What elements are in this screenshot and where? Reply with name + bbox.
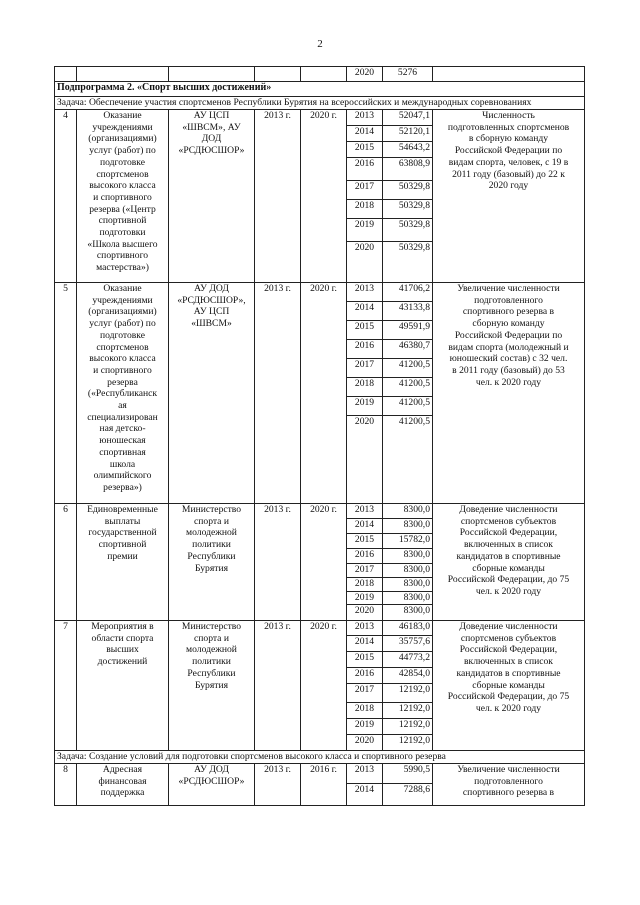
year-cell: 2019 [347, 592, 383, 605]
expected-result: Численность подготовленных спортсменов в сборную команду Российской Федерации по видам спорта, человек, с 19 в 2011 году (базовый) до 22 к 2020 году [433, 110, 585, 283]
year-cell: 2014 [347, 519, 383, 534]
year-cell: 2018 [347, 703, 383, 719]
measure-name: Адресная финансовая поддержка [77, 764, 169, 806]
year-cell: 2019 [347, 219, 383, 242]
task-row-2 [55, 751, 585, 764]
end-year: 2020 г. [301, 504, 347, 621]
value-cell: 63808,9 [383, 158, 433, 181]
end-year: 2020 г. [301, 621, 347, 751]
subprogram-row [55, 82, 585, 97]
value-cell: 5990,5 [383, 764, 433, 784]
value-cell: 8300,0 [383, 564, 433, 578]
value-cell: 41200,5 [383, 416, 433, 504]
start-year: 2013 г. [255, 504, 301, 621]
value-cell: 52120,1 [383, 126, 433, 142]
value-cell: 12192,0 [383, 684, 433, 703]
year-cell: 2014 [347, 784, 383, 806]
value-cell: 8300,0 [383, 504, 433, 519]
executor: АУ ЦСП «ШВСМ», АУ ДОД «РСДЮСШОР» [169, 110, 255, 283]
task-2: Задача: Создание условий для подготовки спортсменов высокого класса и спортивного резерва [55, 751, 585, 764]
measure-name: Оказание учреждениями (организациями) услуг (работ) по подготовке спортсменов высокого класса и спортивного резерва («Центр спортивной подготовки «Школа высшего спортивного мастерства») [77, 110, 169, 283]
table-row [55, 283, 585, 302]
value-cell: 41706,2 [383, 283, 433, 302]
start-year: 2013 г. [255, 621, 301, 751]
value-cell: 50329,8 [383, 181, 433, 200]
table-row [55, 110, 585, 126]
row-number: 7 [55, 621, 77, 751]
year-cell: 2020 [347, 605, 383, 621]
executor: Министерство спорта и молодежной политики Республики Бурятия [169, 504, 255, 621]
value-cell: 46183,0 [383, 621, 433, 636]
year-cell: 2017 [347, 181, 383, 200]
value-cell: 41200,5 [383, 397, 433, 416]
value-cell: 12192,0 [383, 719, 433, 735]
row-number: 5 [55, 283, 77, 504]
expected-result: Увеличение численности подготовленного спортивного резерва в [433, 764, 585, 806]
year-cell: 2014 [347, 126, 383, 142]
year-cell: 2017 [347, 359, 383, 378]
value-cell: 52047,1 [383, 110, 433, 126]
year-cell: 2013 [347, 110, 383, 126]
start-year: 2013 г. [255, 764, 301, 806]
value-cell: 43133,8 [383, 302, 433, 321]
value-cell: 5276 [383, 67, 433, 82]
value-cell: 42854,0 [383, 668, 433, 684]
value-cell: 50329,8 [383, 242, 433, 283]
year-cell: 2020 [347, 416, 383, 504]
year-cell: 2013 [347, 621, 383, 636]
measure-name: Мероприятия в области спорта высших достижений [77, 621, 169, 751]
value-cell: 46380,7 [383, 340, 433, 359]
year-cell: 2018 [347, 200, 383, 219]
executor: АУ ДОД «РСДЮСШОР», АУ ЦСП «ШВСМ» [169, 283, 255, 504]
task-1: Задача: Обеспечение участия спортсменов Республики Бурятия на всероссийских и международных соревнованиях [55, 97, 585, 110]
value-cell: 8300,0 [383, 605, 433, 621]
expected-result: Доведение численности спортсменов субъектов Российской Федерации, включенных в список кандидатов в спортивные сборные команды Российской Федерации, до 75 чел. к 2020 году [433, 621, 585, 751]
year-cell: 2018 [347, 578, 383, 592]
row-number: 4 [55, 110, 77, 283]
year-cell: 2017 [347, 684, 383, 703]
value-cell: 8300,0 [383, 519, 433, 534]
end-year: 2016 г. [301, 764, 347, 806]
row-number: 8 [55, 764, 77, 806]
value-cell: 50329,8 [383, 200, 433, 219]
year-cell: 2017 [347, 564, 383, 578]
value-cell: 50329,8 [383, 219, 433, 242]
year-cell: 2019 [347, 719, 383, 735]
value-cell: 41200,5 [383, 378, 433, 397]
year-cell: 2013 [347, 504, 383, 519]
program-table [54, 66, 585, 806]
year-cell: 2016 [347, 668, 383, 684]
start-year: 2013 г. [255, 283, 301, 504]
year-cell: 2018 [347, 378, 383, 397]
table-row [55, 504, 585, 519]
year-cell: 2014 [347, 302, 383, 321]
page-number: 2 [317, 38, 323, 50]
value-cell: 12192,0 [383, 703, 433, 719]
value-cell: 49591,9 [383, 321, 433, 340]
value-cell: 44773,2 [383, 652, 433, 668]
year-cell: 2014 [347, 636, 383, 652]
value-cell: 8300,0 [383, 578, 433, 592]
table-row [55, 764, 585, 784]
year-cell: 2013 [347, 764, 383, 784]
year-cell: 2015 [347, 142, 383, 158]
row-number: 6 [55, 504, 77, 621]
expected-result: Увеличение численности подготовленного спортивного резерва в сборную команду Российской Федерации по видам спорта (молодежный и юношеский состав) с 32 чел. в 2011 году (базовый) до 53 чел. к 2020 году [433, 283, 585, 504]
value-cell: 8300,0 [383, 549, 433, 564]
end-year: 2020 г. [301, 283, 347, 504]
year-cell: 2019 [347, 397, 383, 416]
year-cell: 2020 [347, 242, 383, 283]
start-year: 2013 г. [255, 110, 301, 283]
task-row-1 [55, 97, 585, 110]
year-cell: 2015 [347, 534, 383, 549]
year-cell: 2016 [347, 340, 383, 359]
value-cell: 35757,6 [383, 636, 433, 652]
value-cell: 41200,5 [383, 359, 433, 378]
year-cell: 2020 [347, 735, 383, 751]
executor: АУ ДОД «РСДЮСШОР» [169, 764, 255, 806]
expected-result: Доведение численности спортсменов субъектов Российской Федерации, включенных в список кандидатов в спортивные сборные команды Российской Федерации, до 75 чел. к 2020 году [433, 504, 585, 621]
value-cell: 12192,0 [383, 735, 433, 751]
year-cell: 2016 [347, 158, 383, 181]
value-cell: 54643,2 [383, 142, 433, 158]
subprogram-title: Подпрограмма 2. «Спорт высших достижений» [55, 82, 585, 97]
measure-name: Оказание учреждениями (организациями) услуг (работ) по подготовке спортсменов высокого класса и спортивного резерва («Республиканск ая специализирован ная детско- юношеская спортивная школа олимпийского резерва») [77, 283, 169, 504]
top-row [55, 67, 585, 82]
end-year: 2020 г. [301, 110, 347, 283]
value-cell: 7288,6 [383, 784, 433, 806]
table-row [55, 621, 585, 636]
measure-name: Единовременные выплаты государственной спортивной премии [77, 504, 169, 621]
year-cell: 2015 [347, 321, 383, 340]
value-cell: 15782,0 [383, 534, 433, 549]
executor: Министерство спорта и молодежной политики Республики Бурятия [169, 621, 255, 751]
year-cell: 2020 [347, 67, 383, 82]
year-cell: 2015 [347, 652, 383, 668]
value-cell: 8300,0 [383, 592, 433, 605]
year-cell: 2013 [347, 283, 383, 302]
year-cell: 2016 [347, 549, 383, 564]
